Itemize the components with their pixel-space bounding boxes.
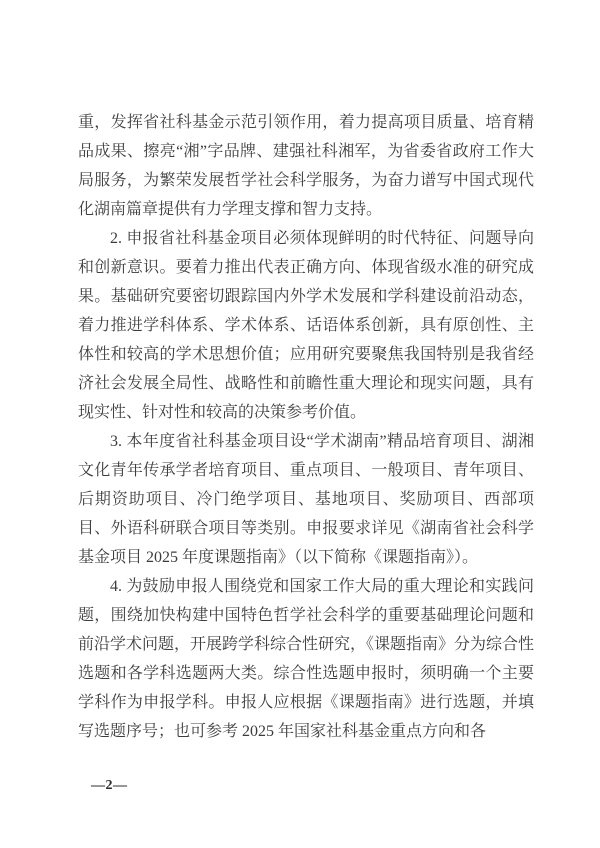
page-number: —2— bbox=[91, 778, 128, 793]
paragraph-item-3: 3. 本年度省社科基金项目设“学术湖南”精品培育项目、湖湘文化青年传承学者培育项目、重点项目、一般项目、青年项目、后期资助项目、冷门绝学项目、基地项目、奖励项目、西部项目、外语科研联合项目等类别。申报要求详见《湖南省社会科学基金项目 2025 年度课题指南》（以下简称《课题指南》）。 bbox=[78, 433, 534, 566]
page-footer bbox=[91, 776, 128, 794]
paragraph-item-4: 4. 为鼓励申报人围绕党和国家工作大局的重大理论和实践问题，围绕加快构建中国特色哲学社会科学的重要基础理论问题和前沿学术问题，开展跨学科综合性研究，《课题指南》分为综合性选题和各学科选题两大类。综合性选题申报时，须明确一个主要学科作为申报学科。申报人应根据《课题指南》进行选题，并填写选题序号；也可参考 2025 年国家社科基金重点方向和各 bbox=[78, 578, 535, 740]
paragraph-continuation: 重，发挥省社科基金示范引领作用，着力提高项目质量、培育精品成果、擦亮“湘”字品牌、建强社科湘军，为省委省政府工作大局服务，为繁荣发展哲学社会科学服务，为奋力谱写中国式现代化湖南篇章提供有力学理支撑和智力支持。 bbox=[78, 114, 534, 218]
document-body bbox=[78, 108, 534, 746]
paragraph-item-2: 2. 申报省社科基金项目必须体现鲜明的时代特征、问题导向和创新意识。要着力推出代表正确方向、体现省级水准的研究成果。基础研究要密切跟踪国内外学术发展和学科建设前沿动态，着力推进学科体系、学术体系、话语体系创新，具有原创性、主体性和较高的学术思想价值；应用研究要聚焦我国特别是我省经济社会发展全局性、战略性和前瞻性重大理论和现实问题，具有现实性、针对性和较高的决策参考价值。 bbox=[78, 230, 534, 421]
